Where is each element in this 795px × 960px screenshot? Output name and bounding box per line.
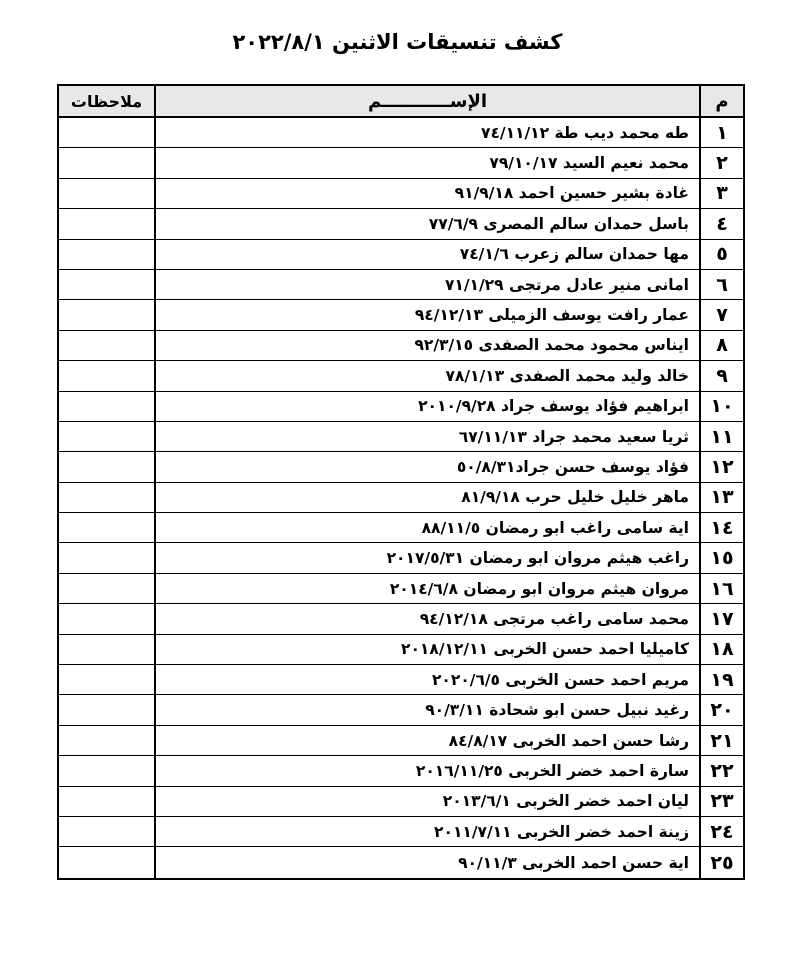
row-name: زينة احمد خضر الخربى ٢٠١١/٧/١١: [154, 817, 699, 846]
header-notes: ملاحظات: [70, 91, 143, 111]
row-number: ١٦: [699, 574, 743, 603]
row-notes: [59, 331, 154, 360]
header-number: م: [699, 86, 743, 116]
row-notes: [59, 118, 154, 147]
row-number: ١٠: [699, 392, 743, 421]
table-row: [59, 847, 743, 877]
row-notes: [59, 695, 154, 724]
table-row: [59, 300, 743, 330]
row-notes: [59, 452, 154, 481]
row-number: ١٥: [699, 543, 743, 572]
row-name: راغب هيثم مروان ابو رمضان ٢٠١٧/٥/٣١: [154, 543, 699, 572]
row-number: ٤: [699, 209, 743, 238]
table-row: [59, 817, 743, 847]
row-number: ٦: [699, 270, 743, 299]
table-row: [59, 270, 743, 300]
row-name: اية حسن احمد الخربى ٩٠/١١/٣: [154, 847, 699, 877]
row-number: ٧: [699, 300, 743, 329]
row-name: ايناس محمود محمد الصفدى ٩٢/٣/١٥: [154, 331, 699, 360]
row-name: طه محمد ديب طة ٧٤/١١/١٢: [154, 118, 699, 147]
row-number: ٢: [699, 148, 743, 177]
row-name: رغيد نبيل حسن ابو شحادة ٩٠/٣/١١: [154, 695, 699, 724]
row-number: ١٧: [699, 604, 743, 633]
row-number: ٢٠: [699, 695, 743, 724]
row-name: عمار رافت يوسف الزميلى ٩٤/١٢/١٣: [154, 300, 699, 329]
row-name: ثريا سعيد محمد جراد ٦٧/١١/١٣: [154, 422, 699, 451]
row-number: ٩: [699, 361, 743, 390]
row-name: اية سامى راغب ابو رمضان ٨٨/١١/٥: [154, 513, 699, 542]
table-row: [59, 695, 743, 725]
row-number: ٢٣: [699, 787, 743, 816]
row-notes: [59, 240, 154, 269]
row-number: ٢١: [699, 726, 743, 755]
table-row: [59, 513, 743, 543]
row-number: ١٨: [699, 635, 743, 664]
row-name: ليان احمد خضر الخربى ٢٠١٣/٦/١: [154, 787, 699, 816]
table-row: [59, 422, 743, 452]
row-notes: [59, 787, 154, 816]
row-notes: [59, 209, 154, 238]
table-body: [59, 118, 743, 878]
row-number: ٢٤: [699, 817, 743, 846]
row-number: ٢٥: [699, 847, 743, 877]
row-name: سارة احمد خضر الخربى ٢٠١٦/١١/٢٥: [154, 756, 699, 785]
row-name: ماهر خليل خليل حرب ٨١/٩/١٨: [154, 483, 699, 512]
row-name: كاميليا احمد حسن الخربى ٢٠١٨/١٢/١١: [154, 635, 699, 664]
names-table: [57, 84, 745, 880]
header-name: الإســـــــــــم: [154, 86, 699, 116]
table-row: [59, 452, 743, 482]
table-row: [59, 635, 743, 665]
table-row: [59, 543, 743, 573]
table-row: [59, 665, 743, 695]
table-row: [59, 787, 743, 817]
row-notes: [59, 270, 154, 299]
row-notes: [59, 543, 154, 572]
table-row: [59, 331, 743, 361]
row-number: ١٣: [699, 483, 743, 512]
row-number: ٨: [699, 331, 743, 360]
row-notes: [59, 635, 154, 664]
table-row: [59, 209, 743, 239]
row-name: مها حمدان سالم زعرب ٧٤/١/٦: [154, 240, 699, 269]
row-name: باسل حمدان سالم المصرى ٧٧/٦/٩: [154, 209, 699, 238]
page-title: كشف تنسيقات الاثنين ٢٠٢٢/٨/١: [232, 30, 563, 54]
row-notes: [59, 756, 154, 785]
row-number: ١: [699, 118, 743, 147]
row-name: محمد نعيم السيد ٧٩/١٠/١٧: [154, 148, 699, 177]
row-name: غادة بشير حسين احمد ٩١/٩/١٨: [154, 179, 699, 208]
table-row: [59, 574, 743, 604]
row-name: ابراهيم فؤاد يوسف جراد ٢٠١٠/٩/٢٨: [154, 392, 699, 421]
row-notes: [59, 392, 154, 421]
table-row: [59, 240, 743, 270]
row-notes: [59, 726, 154, 755]
row-number: ١٢: [699, 452, 743, 481]
row-number: ١١: [699, 422, 743, 451]
table-row: [59, 392, 743, 422]
row-notes: [59, 513, 154, 542]
row-name: رشا حسن احمد الخربى ٨٤/٨/١٧: [154, 726, 699, 755]
row-number: ٣: [699, 179, 743, 208]
table-header: [59, 86, 743, 118]
table-row: [59, 756, 743, 786]
row-name: محمد سامى راغب مرتجى ٩٤/١٢/١٨: [154, 604, 699, 633]
row-notes: [59, 483, 154, 512]
row-notes: [59, 179, 154, 208]
row-name: مريم احمد حسن الخربى ٢٠٢٠/٦/٥: [154, 665, 699, 694]
row-name: امانى منير عادل مرتجى ٧١/١/٢٩: [154, 270, 699, 299]
row-notes: [59, 422, 154, 451]
row-notes: [59, 148, 154, 177]
table-row: [59, 118, 743, 148]
table-row: [59, 604, 743, 634]
row-number: ١٤: [699, 513, 743, 542]
table-row: [59, 483, 743, 513]
row-name: خالد وليد محمد الصفدى ٧٨/١/١٣: [154, 361, 699, 390]
table-row: [59, 179, 743, 209]
table-row: [59, 148, 743, 178]
row-notes: [59, 817, 154, 846]
row-number: ٢٢: [699, 756, 743, 785]
row-notes: [59, 300, 154, 329]
row-name: مروان هيثم مروان ابو رمضان ٢٠١٤/٦/٨: [154, 574, 699, 603]
row-notes: [59, 604, 154, 633]
row-notes: [59, 361, 154, 390]
table-row: [59, 726, 743, 756]
row-notes: [59, 665, 154, 694]
row-notes: [59, 574, 154, 603]
row-notes: [59, 847, 154, 877]
table-row: [59, 361, 743, 391]
row-number: ٥: [699, 240, 743, 269]
row-number: ١٩: [699, 665, 743, 694]
row-name: فؤاد يوسف حسن جراد٥٠/٨/٣١: [154, 452, 699, 481]
